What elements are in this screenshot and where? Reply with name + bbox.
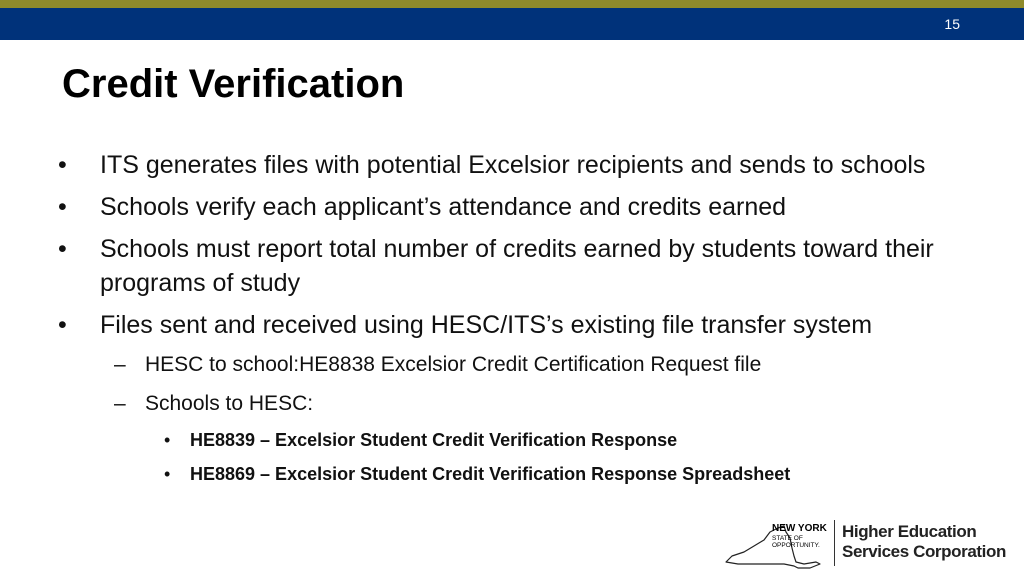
slide-title: Credit Verification xyxy=(62,62,405,106)
bullet-marker: • xyxy=(58,193,67,221)
bullet-text: ITS generates files with potential Excelsior recipients and sends to schools xyxy=(100,151,926,179)
bullet-item xyxy=(0,148,1024,182)
sub-sub-bullet-item xyxy=(0,428,1024,452)
bullet-marker: • xyxy=(58,311,67,339)
ny-logo-title: NEW YORK xyxy=(772,523,827,534)
bullet-text: Files sent and received using HESC/ITS’s existing file transfer system xyxy=(100,311,873,339)
bullet-marker: • xyxy=(58,235,67,263)
header-bar xyxy=(0,8,1024,40)
bullet-list xyxy=(0,148,1024,496)
sub-bullet-text: HESC to school:HE8838 Excelsior Credit Certification Request file xyxy=(145,353,762,376)
ny-logo-subtitle: STATE OF OPPORTUNITY. xyxy=(772,535,820,549)
sub-sub-bullet-text: HE8869 – Excelsior Student Credit Verification Response Spreadsheet xyxy=(190,464,791,484)
logo-divider xyxy=(834,520,835,566)
bullet-marker: • xyxy=(58,151,67,179)
sub-bullet-item xyxy=(0,350,1024,380)
bullet-item xyxy=(0,232,1024,300)
bullet-marker: • xyxy=(164,430,171,450)
dash-marker: – xyxy=(114,353,126,376)
top-accent-stripe xyxy=(0,0,1024,8)
hesc-org-line-1: Higher Education xyxy=(842,522,977,541)
hesc-org-line-2: Services Corporation xyxy=(842,542,1006,561)
bullet-text: Schools verify each applicant’s attendance and credits earned xyxy=(100,193,787,221)
page-number: 15 xyxy=(944,16,960,32)
hesc-logo xyxy=(724,518,1014,570)
bullet-item xyxy=(0,308,1024,342)
bullet-item xyxy=(0,190,1024,224)
sub-sub-bullet-text: HE8839 – Excelsior Student Credit Verification Response xyxy=(190,430,678,450)
bullet-text: Schools must report total number of credits earned by students toward their programs of study xyxy=(100,235,934,297)
sub-bullet-text: Schools to HESC: xyxy=(145,392,314,415)
sub-sub-bullet-item xyxy=(0,462,1024,486)
bullet-marker: • xyxy=(164,464,171,484)
dash-marker: – xyxy=(114,392,126,415)
hesc-org-name xyxy=(842,522,1006,562)
sub-bullet-item xyxy=(0,389,1024,419)
